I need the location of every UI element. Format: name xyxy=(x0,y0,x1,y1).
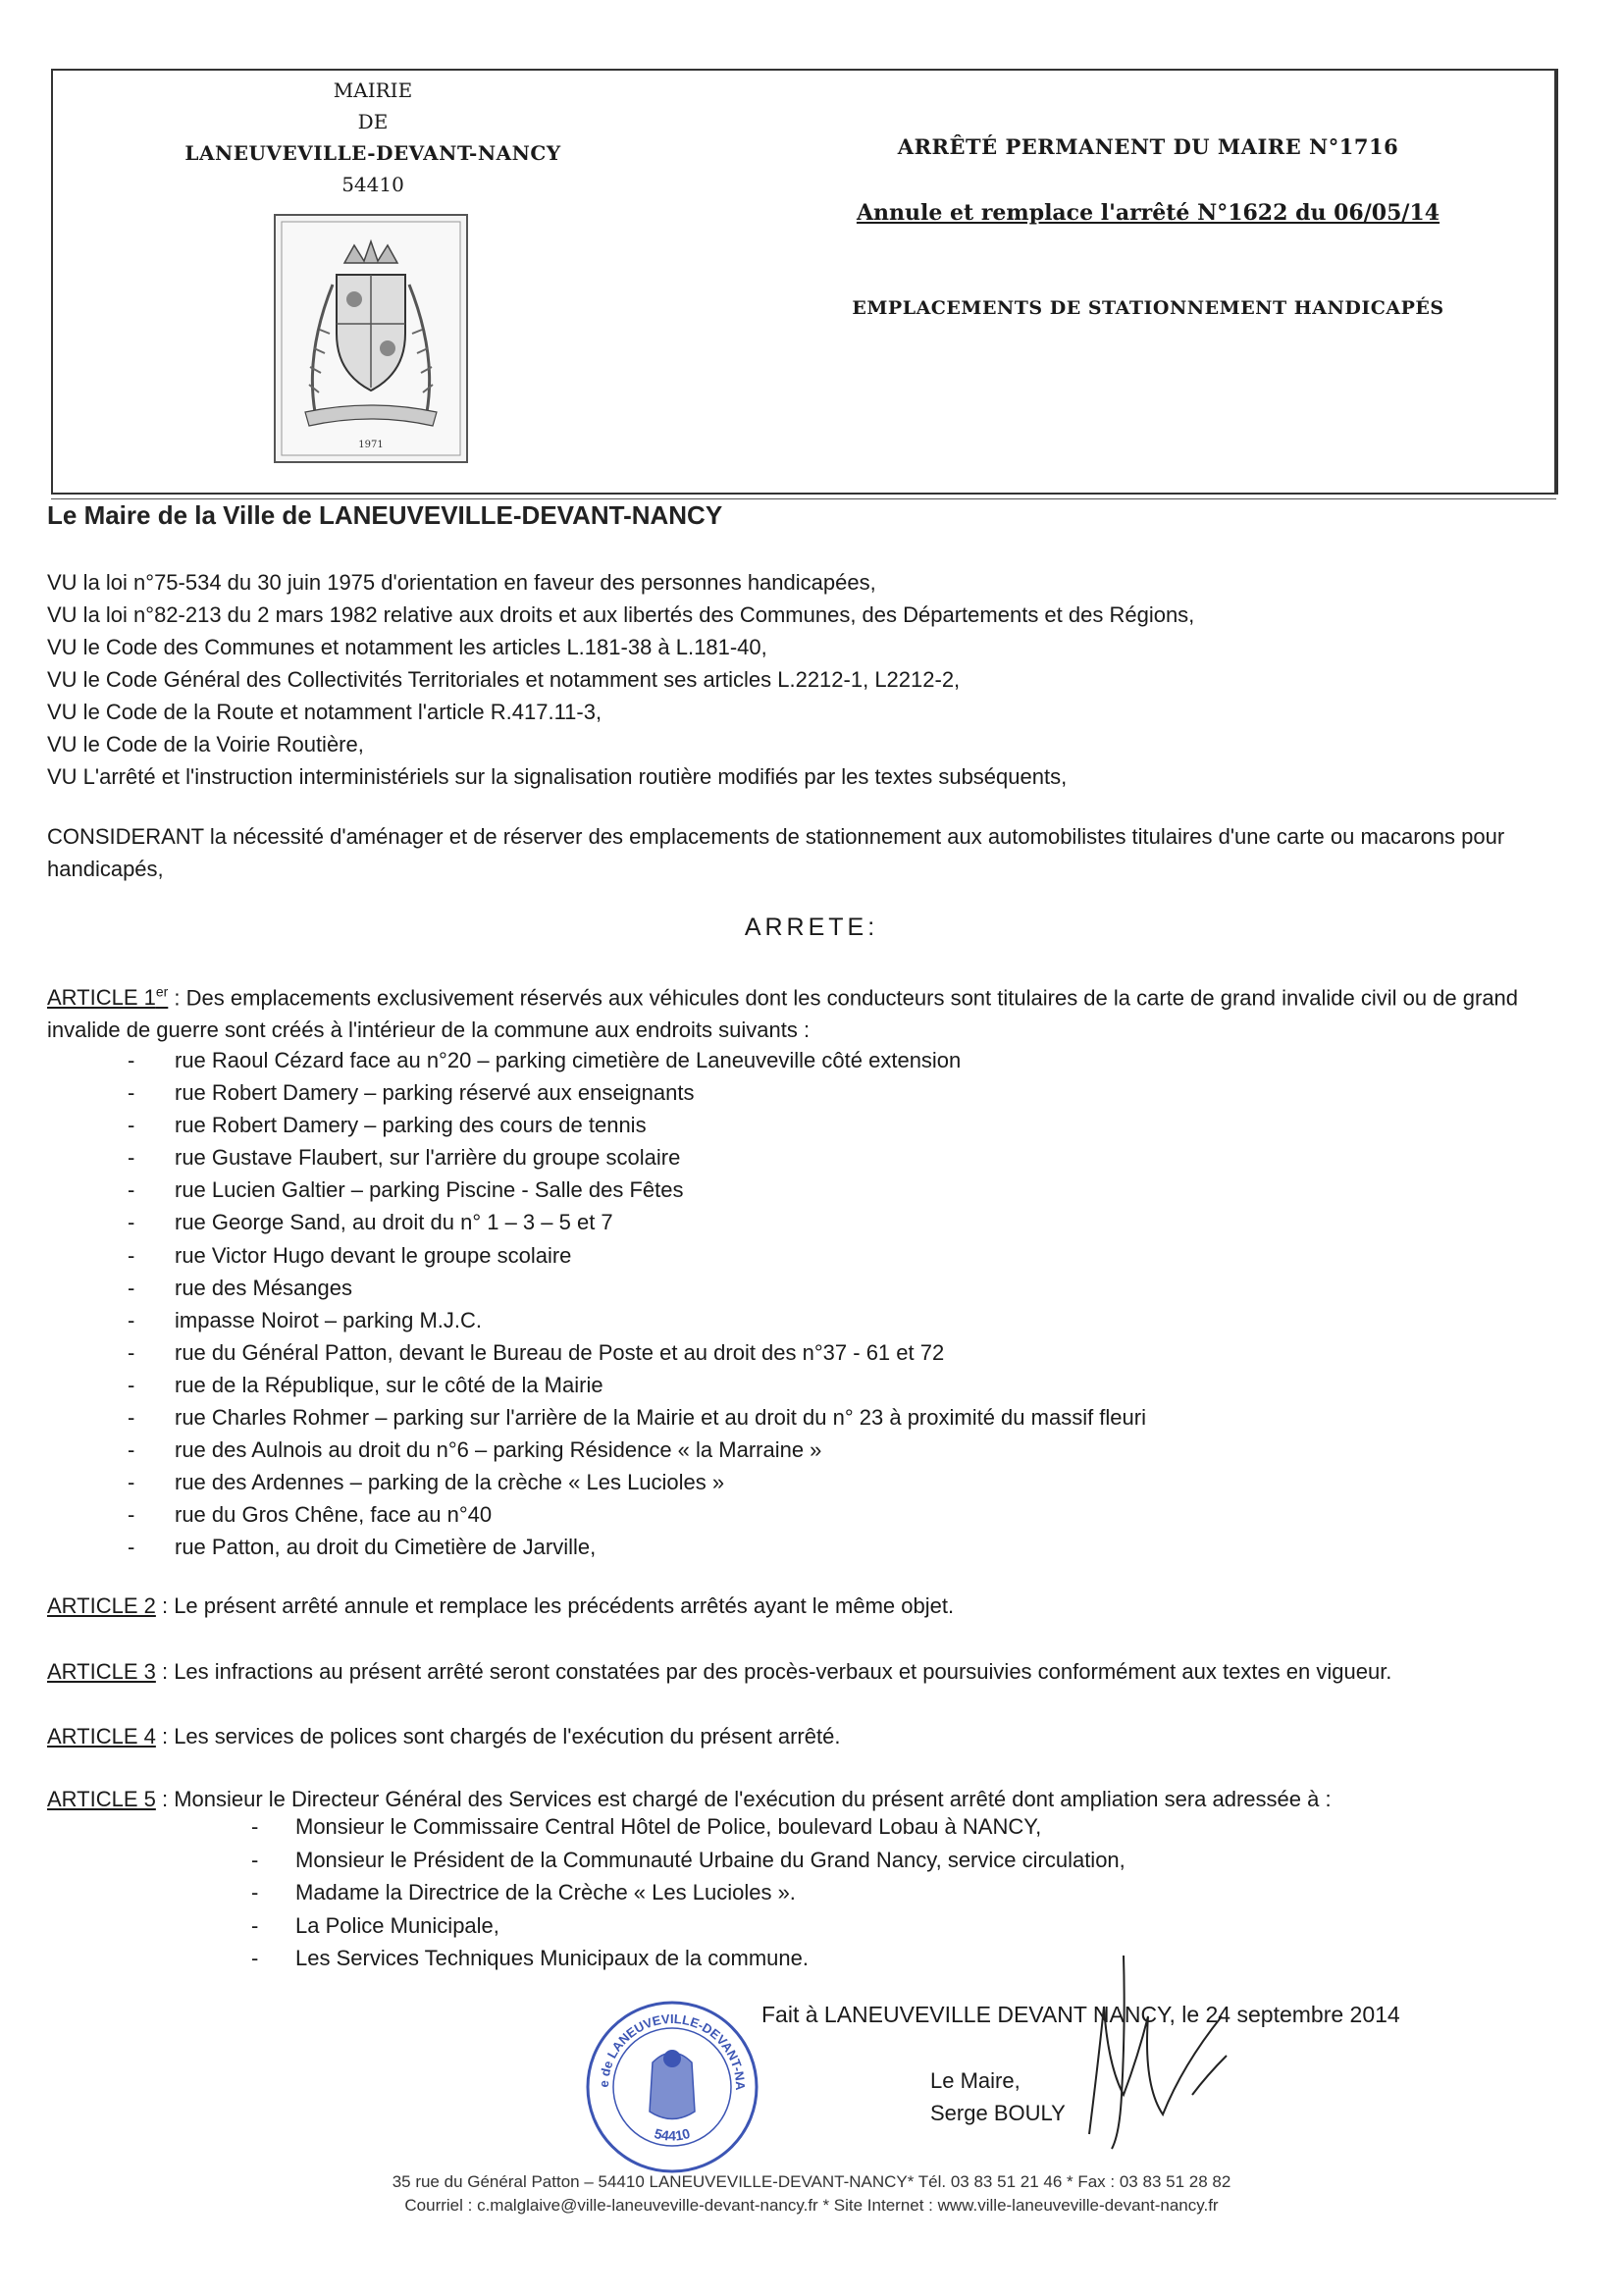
bullet-dash: - xyxy=(251,1847,259,1872)
vu-text: le Code de la Route et notamment l'article R.417.11-3, xyxy=(77,700,602,724)
mairie-label: MAIRIE xyxy=(333,78,413,102)
article-3-label: ARTICLE 3 xyxy=(47,1659,156,1684)
bullet-dash: - xyxy=(128,1048,135,1072)
seal-text-bottom: 54410 xyxy=(653,2124,692,2144)
article-4-text: : Les services de polices sont chargés de l'exécution du présent arrêté. xyxy=(155,1724,841,1748)
svg-text:54410 xyxy=(653,2125,692,2144)
list-item xyxy=(251,1942,1126,1975)
list-item xyxy=(128,1239,1146,1272)
vu-item xyxy=(47,663,1194,696)
article-1-label xyxy=(47,985,168,1010)
vu-text: le Code Général des Collectivités Territoriales et notamment ses articles L.2212-1, L2212-2, xyxy=(77,667,961,692)
signer-name: Serge BOULY xyxy=(930,2101,1066,2125)
mairie-seal-icon xyxy=(579,1994,765,2180)
bullet-dash: - xyxy=(128,1470,135,1495)
bullet-dash: - xyxy=(128,1535,135,1560)
ampliation-text: La Police Municipale, xyxy=(295,1912,499,1938)
ampliation-text: Monsieur le Commissaire Central Hôtel de Police, boulevard Lobau à NANCY, xyxy=(295,1814,1042,1839)
street-text: rue des Mésanges xyxy=(175,1275,352,1300)
list-item xyxy=(128,1466,1146,1498)
article-2-text: : Le présent arrêté annule et remplace les précédents arrêtés ayant le même objet. xyxy=(155,1593,955,1618)
vu-item xyxy=(47,599,1194,631)
vu-prefix: VU xyxy=(47,667,78,692)
vu-text: la loi n°82-213 du 2 mars 1982 relative aux droits et aux libertés des Communes, des Départements et des Régions, xyxy=(77,602,1195,627)
considerant-paragraph: CONSIDERANT la nécessité d'aménager et de réserver des emplacements de stationnement aux automobilistes titulaires d'une carte ou macarons pour handicapés, xyxy=(47,824,1505,881)
street-text: rue du Gros Chêne, face au n°40 xyxy=(175,1502,493,1528)
street-text: rue Lucien Galtier – parking Piscine - Salle des Fêtes xyxy=(175,1177,684,1203)
vu-item xyxy=(47,696,1194,728)
list-item xyxy=(251,1909,1126,1943)
bullet-dash: - xyxy=(128,1177,135,1203)
vu-item xyxy=(47,760,1194,793)
postcode: 54410 xyxy=(341,173,404,196)
vu-text: le Code des Communes et notamment les articles L.181-38 à L.181-40, xyxy=(77,635,767,659)
bullet-dash: - xyxy=(128,1437,135,1463)
list-item xyxy=(251,1810,1126,1844)
article-3-text: : Les infractions au présent arrêté seront constatées par des procès-verbaux et poursuivies conformément aux textes en vigueur. xyxy=(155,1659,1392,1684)
bullet-dash: - xyxy=(128,1372,135,1397)
signer-role: Le Maire, xyxy=(930,2068,1021,2093)
ampliation-text: Monsieur le Président de la Communauté Urbaine du Grand Nancy, service circulation, xyxy=(295,1847,1126,1872)
street-text: rue Gustave Flaubert, sur l'arrière du groupe scolaire xyxy=(175,1145,681,1171)
svg-text:1971: 1971 xyxy=(358,440,384,450)
article-5-label: ARTICLE 5 xyxy=(47,1787,156,1811)
vu-list xyxy=(47,566,1194,793)
vu-prefix: VU xyxy=(47,602,78,627)
commune-name: LANEUVEVILLE-DEVANT-NANCY xyxy=(184,141,561,165)
list-item xyxy=(128,1531,1146,1563)
list-item xyxy=(128,1369,1146,1401)
footer xyxy=(0,2170,1623,2218)
article-1 xyxy=(47,976,1568,1046)
ampliation-text: Les Services Techniques Municipaux de la commune. xyxy=(295,1946,809,1970)
ampliation-text: Madame la Directrice de la Crèche « Les Lucioles ». xyxy=(295,1880,796,1905)
arrete-replacement-note xyxy=(824,200,1472,226)
vu-item xyxy=(47,728,1194,760)
vu-text: L'arrêté et l'instruction interministériels sur la signalisation routière modifiés par les textes subséquents, xyxy=(77,764,1068,789)
bullet-dash: - xyxy=(128,1502,135,1528)
bullet-dash: - xyxy=(128,1113,135,1138)
list-item xyxy=(128,1434,1146,1466)
article-2-label: ARTICLE 2 xyxy=(47,1593,156,1618)
list-item xyxy=(128,1206,1146,1238)
street-text: rue Victor Hugo devant le groupe scolaire xyxy=(175,1242,572,1268)
arrete-title: ARRÊTÉ PERMANENT DU MAIRE N°1716 xyxy=(897,134,1399,159)
header-divider xyxy=(51,498,1556,499)
street-list xyxy=(128,1044,1146,1564)
bullet-dash: - xyxy=(251,1912,259,1938)
bullet-dash: - xyxy=(128,1242,135,1268)
bullet-dash: - xyxy=(128,1307,135,1332)
bullet-dash: - xyxy=(251,1880,259,1905)
article-4-label: ARTICLE 4 xyxy=(47,1724,156,1748)
vu-item xyxy=(47,631,1194,663)
street-text: rue Robert Damery – parking réservé aux enseignants xyxy=(175,1080,695,1106)
street-text: rue Raoul Cézard face au n°20 – parking cimetière de Laneuveville côté extension xyxy=(175,1048,962,1072)
list-item xyxy=(128,1141,1146,1174)
list-item xyxy=(251,1844,1126,1877)
list-item xyxy=(128,1272,1146,1304)
article-3 xyxy=(47,1655,1568,1688)
street-text: rue Charles Rohmer – parking sur l'arrière de la Mairie et au droit du n° 23 à proximité du massif fleuri xyxy=(175,1405,1146,1431)
vu-item xyxy=(47,566,1194,599)
list-item xyxy=(128,1336,1146,1369)
street-text: rue Robert Damery – parking des cours de tennis xyxy=(175,1113,647,1138)
street-text: rue des Ardennes – parking de la crèche « Les Lucioles » xyxy=(175,1470,725,1495)
handwritten-signature-icon xyxy=(1045,1948,1251,2154)
vu-prefix: VU xyxy=(47,635,78,659)
street-text: rue des Aulnois au droit du n°6 – parking Résidence « la Marraine » xyxy=(175,1437,822,1463)
bullet-dash: - xyxy=(128,1080,135,1106)
bullet-dash: - xyxy=(128,1339,135,1365)
mairie-de-label: DE xyxy=(357,110,389,133)
list-item xyxy=(128,1044,1146,1076)
footer-address: 35 rue du Général Patton – 54410 LANEUVEVILLE-DEVANT-NANCY* Tél. 03 83 51 21 46 * Fax : 03 83 51 28 82 xyxy=(392,2172,1231,2191)
list-item xyxy=(128,1401,1146,1434)
street-text: rue Patton, au droit du Cimetière de Jarville, xyxy=(175,1535,597,1560)
list-item xyxy=(128,1498,1146,1531)
article-1-sup: er xyxy=(155,984,169,1000)
list-item xyxy=(128,1174,1146,1206)
footer-contact: Courriel : c.malglaive@ville-laneuveville-devant-nancy.fr * Site Internet : www.ville-laneuveville-devant-nancy.fr xyxy=(404,2196,1219,2215)
mairie-block xyxy=(137,75,608,200)
article-1-number: ARTICLE 1 xyxy=(47,985,156,1011)
vu-prefix: VU xyxy=(47,570,78,595)
arrete-replacement-text: Annule et remplace l'arrêté N°1622 du 06/05/14 xyxy=(856,200,1440,226)
vu-prefix: VU xyxy=(47,700,78,724)
maire-title: Le Maire de la Ville de LANEUVEVILLE-DEVANT-NANCY xyxy=(47,500,723,530)
bullet-dash: - xyxy=(128,1145,135,1171)
street-text: rue du Général Patton, devant le Bureau de Poste et au droit des n°37 - 61 et 72 xyxy=(175,1339,945,1365)
bullet-dash: - xyxy=(251,1814,259,1839)
list-item xyxy=(251,1876,1126,1909)
arrete-heading: ARRETE: xyxy=(744,913,879,941)
list-item xyxy=(128,1076,1146,1109)
fait-a-line: Fait à LANEUVEVILLE DEVANT NANCY, le 24 septembre 2014 xyxy=(761,2002,1400,2027)
seal-text-top: e de LANEUVEVILLE-DEVANT-NA xyxy=(596,2010,749,2091)
bullet-dash: - xyxy=(128,1210,135,1235)
list-item xyxy=(128,1109,1146,1141)
list-item xyxy=(128,1304,1146,1336)
bullet-dash: - xyxy=(251,1946,259,1970)
article-4 xyxy=(47,1720,1568,1752)
street-text: impasse Noirot – parking M.J.C. xyxy=(175,1307,482,1332)
arrete-subject: EMPLACEMENTS DE STATIONNEMENT HANDICAPÉS xyxy=(852,297,1444,319)
street-text: rue George Sand, au droit du n° 1 – 3 – 5 et 7 xyxy=(175,1210,613,1235)
bullet-dash: - xyxy=(128,1405,135,1431)
article-5-text: : Monsieur le Directeur Général des Services est chargé de l'exécution du présent arrêté dont ampliation sera adressée à : xyxy=(155,1787,1332,1811)
bullet-dash: - xyxy=(128,1275,135,1300)
vu-text: le Code de la Voirie Routière, xyxy=(77,732,364,757)
municipal-coat-of-arms-icon xyxy=(274,214,468,463)
ampliation-list xyxy=(251,1810,1126,1975)
article-1-text: : Des emplacements exclusivement réservés aux véhicules dont les conducteurs sont titulaires de la carte de grand invalide civil ou de grand invalide de guerre sont créés à l'intérieur de la commune aux endroits suivants : xyxy=(47,985,1519,1043)
vu-prefix: VU xyxy=(47,732,78,757)
vu-text: la loi n°75-534 du 30 juin 1975 d'orientation en faveur des personnes handicapées, xyxy=(77,570,876,595)
street-text: rue de la République, sur le côté de la Mairie xyxy=(175,1372,603,1397)
article-2 xyxy=(47,1590,1568,1622)
vu-prefix: VU xyxy=(47,764,78,789)
